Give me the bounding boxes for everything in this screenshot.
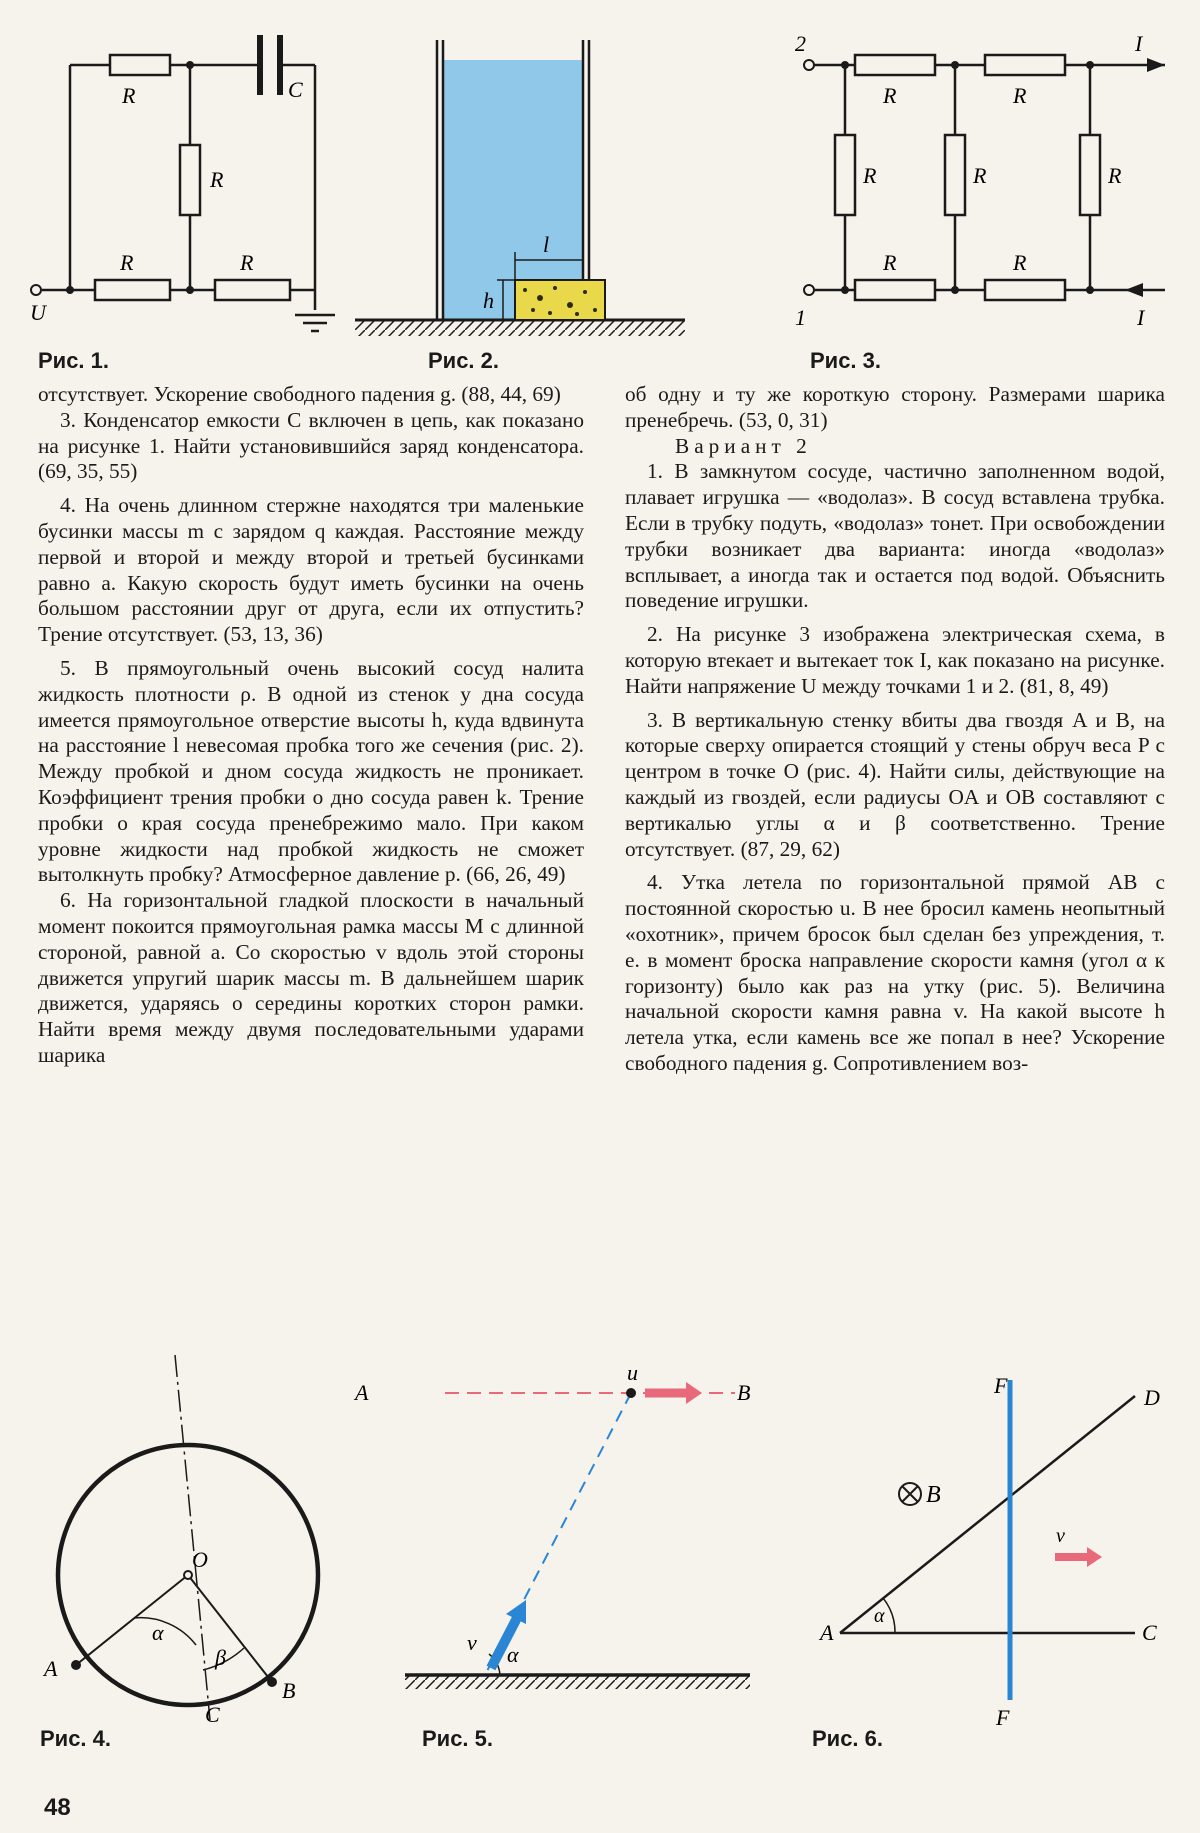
label-r: R <box>1013 83 1027 108</box>
problem-6: 6. На горизонтальной гладкой плоскости в начальный момент покоится прямоугольная рамка массы M с длинной стороной, равной a. Со скоростью v вдоль этой стороны движется упругий шарик массы m. В дальнейшем шарик движется, ударяясь о середины коротких сторон рамки. Найти время между двумя последовательными ударами шарика <box>38 888 584 1067</box>
figure-2-vessel <box>415 30 705 340</box>
resistor-top <box>110 55 170 75</box>
label-v: v <box>467 1630 477 1655</box>
label-alpha: α <box>152 1620 164 1645</box>
figure-4-hoop <box>30 1350 360 1730</box>
paragraph: отсутствует. Ускорение свободного падения g. (88, 44, 69) <box>38 382 561 406</box>
figure-3-circuit <box>795 25 1185 345</box>
caption-fig-1: Рис. 1. <box>38 348 110 373</box>
label-point-2: 2 <box>795 31 806 56</box>
label-f-bottom: F <box>996 1705 1010 1730</box>
label-r-bottom-left: R <box>120 250 134 275</box>
label-o: O <box>192 1547 208 1572</box>
caption-fig-5: Рис. 5. <box>422 1726 494 1751</box>
duck <box>626 1388 636 1398</box>
label-d: D <box>1144 1385 1160 1410</box>
figure-1-circuit <box>20 25 390 345</box>
label-c: C <box>1142 1620 1157 1645</box>
label-r: R <box>883 83 897 108</box>
variant-heading: Вариант 2 <box>675 433 812 458</box>
caption-fig-3: Рис. 3. <box>810 348 882 373</box>
label-r-bottom-right: R <box>240 250 254 275</box>
caption-fig-2: Рис. 2. <box>428 348 500 373</box>
paragraph: об одну и ту же короткую сторону. Размерами шарика пренебречь. (53, 0, 31) <box>625 382 1165 432</box>
problem-1: 1. В замкнутом сосуде, частично заполненном водой, плавает игрушка — «водолаз». В сосуд вставлена трубка. Если в трубку подуть, «водолаз» тонет. При освобождении трубки возникает два варианта: иногда «водолаз» всплывает, а иногда так и остается под водой. Объяснить поведение игрушки. <box>625 459 1165 613</box>
resistor-bottom-left <box>95 280 170 300</box>
problem-2: 2. На рисунке 3 изображена электрическая схема, в которую втекает и вытекает ток I, как показано на рисунке. Найти напряжение U между точками 1 и 2. (81, 8, 49) <box>625 622 1165 698</box>
label-i-in: I <box>1137 305 1145 330</box>
label-r-middle: R <box>210 167 224 192</box>
label-f-top: F <box>994 1373 1008 1398</box>
cork <box>515 280 605 320</box>
label-a: A <box>355 1380 369 1405</box>
page-number: 48 <box>44 1794 71 1821</box>
right-column <box>625 382 1165 1077</box>
label-r: R <box>883 250 897 275</box>
label-alpha: α <box>507 1642 519 1667</box>
nail-b <box>267 1677 277 1687</box>
label-c: C <box>288 77 303 102</box>
label-a: A <box>44 1656 58 1681</box>
label-r: R <box>973 163 987 188</box>
nail-a <box>71 1660 81 1670</box>
problem-3: 3. В вертикальную стенку вбиты два гвоздя A и B, на которые сверху опирается стоящий у стены обруч веса P с центром в точке O (рис. 4). Найти силы, действующие на каждый из гвоздей, если радиусы OA и OB составляют с вертикалью углы α и β соответственно. Трение отсутствует. (87, 29, 62) <box>625 707 1165 861</box>
label-b: B <box>282 1678 296 1703</box>
label-c: C <box>205 1702 220 1727</box>
problem-5: 5. В прямоугольный очень высокий сосуд налита жидкость плотности ρ. В одной из стенок у дна сосуда имеется прямоугольное отверстие высоты h, куда вдвинута на расстояние l невесомая пробка того же сечения (рис. 2). Между пробкой и дном сосуда жидкость не проникает. Коэффициент трения пробки о дно сосуда равен k. Трение пробки о края сосуда пренебрежимо мало. При каком уровне жидкости над пробкой жидкость не сможет вытолкнуть пробку? Атмосферное давление p. (66, 26, 49) <box>38 655 584 887</box>
label-r-top: R <box>122 83 136 108</box>
label-alpha: α <box>874 1605 885 1627</box>
label-r: R <box>863 163 877 188</box>
resistor-bottom-right <box>215 280 290 300</box>
label-beta: β <box>215 1645 226 1670</box>
problem-4: 4. Утка летела по горизонтальной прямой AB с постоянной скоростью u. В нее бросил камень неопытный «охотник», причем бросок был сделан без упреждения, т. е. в момент броска направление скорости камня (угол α к горизонту) было как раз на утку (рис. 5). Величина начальной скорости камня равна v. На какой высоте h летела утка, если камень все же попал в нее? Ускорение свободного падения g. Сопротивлением воз- <box>625 870 1165 1075</box>
label-h: h <box>483 288 494 313</box>
label-point-1: 1 <box>795 305 806 330</box>
label-u: u <box>627 1360 638 1385</box>
caption-fig-6: Рис. 6. <box>812 1726 884 1751</box>
figure-6-rod <box>800 1370 1190 1740</box>
problem-3: 3. Конденсатор емкости C включен в цепь, как показано на рисунке 1. Найти установившийся заряд конденсатора. (69, 35, 55) <box>38 407 584 484</box>
left-column <box>38 382 584 1069</box>
label-l: l <box>543 232 550 257</box>
label-u: U <box>30 300 46 325</box>
capacitor <box>260 35 280 95</box>
label-i-out: I <box>1135 31 1143 56</box>
label-r: R <box>1013 250 1027 275</box>
figure-5-duck <box>355 1350 795 1720</box>
label-b: B <box>737 1380 751 1405</box>
resistor-middle <box>180 145 200 215</box>
label-b-field: B <box>926 1482 941 1508</box>
label-v: v <box>1056 1525 1065 1547</box>
label-a: A <box>820 1620 834 1645</box>
label-r: R <box>1108 163 1122 188</box>
problem-4: 4. На очень длинном стержне находятся три маленькие бусинки массы m с зарядом q каждая. Расстояние между первой и второй и между второй и третьей бусинками равно a. Какую скорость будут иметь бусинки на очень большом расстоянии друг от друга, если их отпустить? Трение отсутствует. (53, 13, 36) <box>38 493 584 647</box>
caption-fig-4: Рис. 4. <box>40 1726 112 1751</box>
